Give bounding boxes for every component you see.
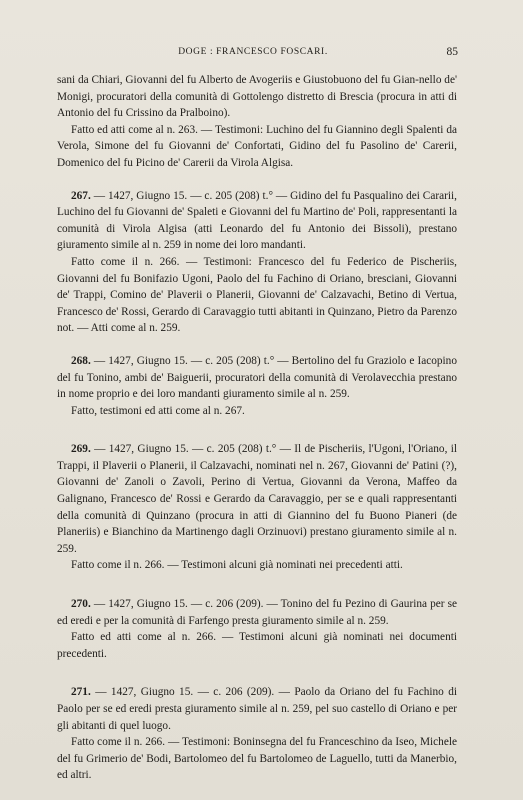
document-entry-267 xyxy=(57,188,457,337)
entry-number: 267. xyxy=(71,189,91,202)
entry-number: 270. xyxy=(71,598,91,611)
entry-main-paragraph xyxy=(57,353,457,403)
intro-witnesses-paragraph: Fatto ed atti come al n. 263. — Testimoni: Luchino del fu Giannino degli Spalenti da Verola, Simone del fu Giovanni de' Confortati, Gidino del fu Pasolino de' Carerii, Domenico del fu Picino de' Carerii da Virola Algisa. xyxy=(57,123,457,169)
entry-text: — 1427, Giugno 15. — c. 206 (209). — Paolo da Oriano del fu Fachino di Paolo per se ed eredi presta giuramento simile al n. 259, pel suo castello di Oriano e per gli abitanti di quel luogo. xyxy=(57,686,457,732)
entry-number: 271. xyxy=(71,686,91,699)
running-head: DOGE : FRANCESCO FOSCARI. xyxy=(178,47,328,57)
entry-main-paragraph xyxy=(57,441,457,557)
entry-witnesses-paragraph: Fatto ed atti come al n. 266. — Testimoni alcuni già nominati nei documenti precedenti. xyxy=(57,631,457,660)
document-entry-268 xyxy=(57,353,457,419)
intro-paragraph: sani da Chiari, Giovanni del fu Alberto de Avogeriis e Giustobuono del fu Gian-nello de' Monigi, procuratori della comunità di Gottolengo distretto di Brescia (procura in atti di Antonio del fu Crissino da Pralboino). xyxy=(57,74,457,120)
entry-witnesses-paragraph: Fatto, testimoni ed atti come al n. 267. xyxy=(71,404,245,417)
entry-witnesses-paragraph: Fatto come il n. 266. — Testimoni: Francesco del fu Federico de Pischeriis, Giovanni del fu Bonifazio Ugoni, Paolo del fu Fachino di Oriano, bresciani, Giovanni de' Trappi, Comino de' Plaverii o Planerii, Giovanni de' Calzavachi, Betino di Vertua, Francesco de' Rossi, Gerardo di Caravaggio tutti abitanti in Quinzano, Pietro da Parenzo not. — Atti come al n. 259. xyxy=(57,255,457,335)
body-text xyxy=(57,72,457,784)
entry-main-paragraph xyxy=(57,188,457,254)
entry-number: 268. xyxy=(71,354,91,367)
document-entry-270 xyxy=(57,596,457,662)
entry-text: — 1427, Giugno 15. — c. 205 (208) t.° — Bertolino del fu Graziolo e Iacopino del fu Tonino, ambi de' Baiguerii, procuratori della comunità di Verolavecchia prestano in nome proprio e dei loro mandanti giuramento simile al n. 259. xyxy=(57,354,457,401)
document-entry-269 xyxy=(57,441,457,574)
entry-witnesses-paragraph: Fatto come il n. 266. — Testimoni: Boninsegna del fu Franceschino da Iseo, Michele del fu Grimerio de' Bodi, Bartolomeo del fu Bartolomeo de Laguello, tutti da Manerbio, ed altri. xyxy=(57,736,457,782)
entry-text: — 1427, Giugno 15. — c. 205 (208) t.° — Il de Pischeriis, l'Ugoni, l'Oriano, il Trappi, il Plaverii o Planerii, il Calzavachi, nominati nel n. 267, Giovanni de' Patini (?), Giovanni de' Zanoli o Zavoli, Perino di Vertua, Giovanni da Verona, Maffeo da Galignano, Francesco de' Rossi e Gerardo da Caravaggio, per se e quali rappresentanti della comunità di Quinzano (procura in atti di Giannino del fu Buono Pianeri (de Planeriis) e Bianchino da Martinengo dagli Orzinuovi) prestano giuramento simile al n. 259. xyxy=(57,443,457,555)
entry-witnesses-paragraph: Fatto come il n. 266. — Testimoni alcuni già nominati nei precedenti atti. xyxy=(71,559,403,572)
entry-main-paragraph xyxy=(57,684,457,734)
page-header xyxy=(48,46,458,60)
document-entry-271 xyxy=(57,684,457,784)
entry-text: — 1427, Giugno 15. — c. 206 (209). — Tonino del fu Pezino di Gaurina per se ed eredi e per la comunità di Farfengo presta giuramento simile al n. 259. xyxy=(57,598,457,627)
entry-number: 269. xyxy=(71,443,91,456)
entry-text: — 1427, Giugno 15. — c. 205 (208) t.° — Gidino del fu Pasqualino dei Cararii, Luchino del fu Giovanni de' Spaleti e Giovanni del fu Martino de' Poli, rappresentanti la comunità di Virola Algisa (atti Leonardo del fu Antonio dei Bissoli), prestano giuramento simile al n. 259 in nome dei loro mandanti. xyxy=(57,189,457,252)
page-number: 85 xyxy=(446,46,458,58)
entry-main-paragraph xyxy=(57,596,457,629)
